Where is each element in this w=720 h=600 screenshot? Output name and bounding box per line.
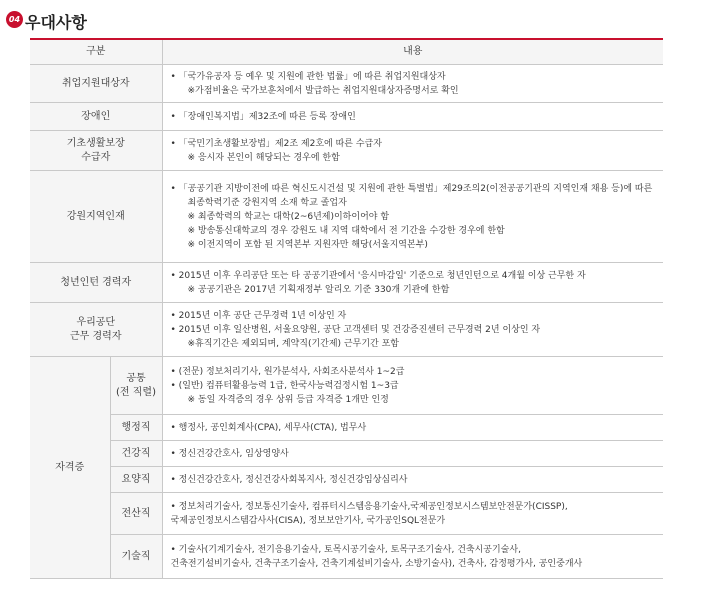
section-number-badge: 04 (6, 11, 23, 28)
preference-table (30, 38, 663, 579)
content-note: ※가점비율은 국가보훈처에서 발급하는 취업지원대상자증명서로 확인 (187, 85, 459, 96)
table-row (30, 303, 663, 357)
row-content (162, 131, 663, 171)
content-line: • 2015년 이후 우리공단 또는 타 공공기관에서 '응시마감일' 기준으로 청년인턴으로 4개월 이상 근무한 자 (170, 270, 586, 281)
content-line: • (전문) 정보처리기사, 원가분석사, 사회조사분석사 1~2급 (170, 366, 405, 377)
section-heading (6, 4, 87, 34)
row-content (162, 467, 663, 493)
content-line: • 2015년 이후 공단 근무경력 1년 이상인 자 (170, 310, 347, 321)
row-category: 장애인 (30, 103, 162, 131)
row-category (30, 303, 162, 357)
row-category (30, 131, 162, 171)
table-row (30, 441, 663, 467)
table-row (30, 493, 663, 535)
content-note: ※ 응시자 본인이 해당되는 경우에 한함 (187, 152, 340, 163)
row-category: 강원지역인재 (30, 171, 162, 263)
row-category: 청년인턴 경력자 (30, 263, 162, 303)
subcategory-line: (전 직렬) (116, 386, 156, 398)
table-row (30, 171, 663, 263)
row-content (162, 493, 663, 535)
row-content (162, 415, 663, 441)
category-line: 근무 경력자 (70, 330, 122, 342)
content-note: ※ 방송통신대학교의 경우 강원도 내 지역 대학에서 전 기간을 수강한 경우에 한함 (187, 225, 505, 236)
row-content (162, 263, 663, 303)
table-row (30, 103, 663, 131)
row-content (162, 441, 663, 467)
cert-subcategory: 행정직 (110, 415, 162, 441)
content-note: ※ 공공기관은 2017년 기획재정부 알리오 기준 330개 기관에 한함 (187, 284, 450, 295)
content-line: • 「장애인복지법」제32조에 따른 등록 장애인 (170, 111, 356, 122)
row-category-certificates: 자격증 (30, 357, 110, 579)
content-line: • 「국가유공자 등 예우 및 지원에 관한 법률」에 따른 취업지원대상자 (170, 71, 446, 82)
header-category: 구분 (30, 39, 162, 65)
table-header-row (30, 39, 663, 65)
content-line: • 「공공기관 지방이전에 따른 혁신도시건설 및 지원에 관한 특별법」제29조의2(이전공공기관의 지역인재 채용 등)에 따른 (170, 183, 653, 194)
row-content (162, 171, 663, 263)
cert-subcategory (110, 357, 162, 415)
row-content (162, 303, 663, 357)
cert-subcategory: 기술직 (110, 535, 162, 579)
row-content (162, 65, 663, 103)
table-row (30, 357, 663, 415)
content-line: • 정신건강간호사, 정신건강사회복지사, 정신건강임상심리사 (170, 474, 408, 485)
subcategory-line: 공통 (126, 372, 146, 384)
content-note: ※ 최종학력의 학교는 대학(2~6년제)이하이어야 함 (187, 211, 390, 222)
cert-subcategory: 전산직 (110, 493, 162, 535)
content-line: 국제공인정보시스템감사사(CISA), 정보보안기사, 국가공인SQL전문가 (170, 515, 446, 526)
content-note: ※휴직기간은 제외되며, 계약직(기간제) 근무기간 포함 (187, 338, 399, 349)
row-category: 취업지원대상자 (30, 65, 162, 103)
content-line: • 「국민기초생활보장법」제2조 제2호에 따른 수급자 (170, 138, 382, 149)
category-line: 기초생활보장 (66, 137, 125, 149)
table-row (30, 131, 663, 171)
row-content (162, 535, 663, 579)
row-content (162, 103, 663, 131)
content-note: ※ 이전지역이 포함 된 지역본부 지원자만 해당(서울지역본부) (187, 239, 428, 250)
cert-subcategory: 건강직 (110, 441, 162, 467)
content-line: • (일반) 컴퓨터활용능력 1급, 한국사능력검정시험 1~3급 (170, 380, 399, 391)
table-row (30, 467, 663, 493)
row-content (162, 357, 663, 415)
cert-subcategory: 요양직 (110, 467, 162, 493)
category-line: 수급자 (81, 151, 111, 163)
content-line: • 2015년 이후 일산병원, 서울요양원, 공단 고객센터 및 건강증진센터 근무경력 2년 이상인 자 (170, 324, 541, 335)
table-row (30, 263, 663, 303)
category-line: 우리공단 (76, 316, 116, 328)
content-line: • 행정사, 공인회계사(CPA), 세무사(CTA), 법무사 (170, 422, 367, 433)
header-content: 내용 (162, 39, 663, 65)
content-line: • 정신건강간호사, 임상영양사 (170, 448, 289, 459)
table-row (30, 535, 663, 579)
table-row (30, 65, 663, 103)
content-line: 최종학력기준 강원지역 소재 학교 졸업자 (187, 197, 347, 208)
table-row (30, 415, 663, 441)
content-note: ※ 동일 자격증의 경우 상위 등급 자격증 1개만 인정 (187, 394, 389, 405)
content-line: • 정보처리기술사, 정보통신기술사, 컴퓨터시스템응용기술사,국제공인정보시스템보안전문가(CISSP), (170, 501, 568, 512)
section-title: 우대사항 (25, 13, 87, 32)
content-line: 건축전기설비기술사, 건축구조기술사, 건축기계설비기술사, 소방기술사), 건축사, 감정평가사, 공인중개사 (170, 558, 583, 569)
content-line: • 기술사(기계기술사, 전기응용기술사, 토목시공기술사, 토목구조기술사, 건축시공기술사, (170, 544, 521, 555)
